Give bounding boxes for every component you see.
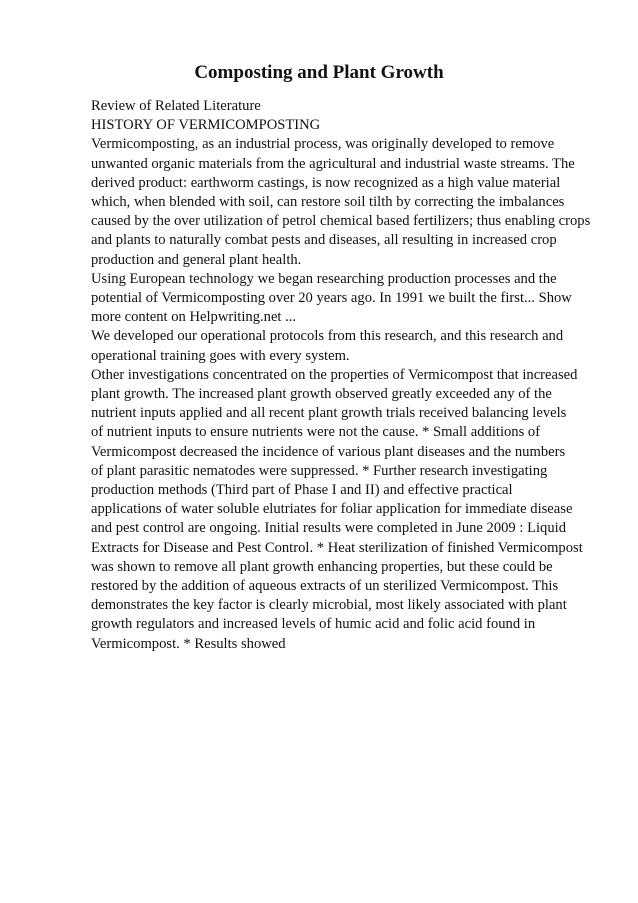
body-line: Vermicompost. * Results showed xyxy=(91,635,286,652)
body-line: which, when blended with soil, can restore soil tilth by correcting the imbalances xyxy=(91,194,565,211)
body-line: We developed our operational protocols from this research, and this research and xyxy=(91,328,564,345)
body-line: nutrient inputs applied and all recent plant growth trials received balancing levels xyxy=(91,405,567,422)
body-line: unwanted organic materials from the agricultural and industrial waste streams. The xyxy=(91,155,575,172)
body-line: of nutrient inputs to ensure nutrients were not the cause. * Small additions of xyxy=(91,424,541,441)
body-line: more content on Helpwriting.net ... xyxy=(91,309,297,326)
body-line: operational training goes with every system. xyxy=(91,347,350,364)
body-line: Vermicomposting, as an industrial process, was originally developed to remove xyxy=(91,136,555,153)
document-title: Composting and Plant Growth xyxy=(194,62,444,83)
body-line: Other investigations concentrated on the properties of Vermicompost that increased xyxy=(91,366,578,383)
body-line: and pest control are ongoing. Initial results were completed in June 2009 : Liquid xyxy=(91,520,566,537)
body-line: Vermicompost decreased the incidence of various plant diseases and the numbers xyxy=(91,443,566,460)
body-line: caused by the over utilization of petrol chemical based fertilizers; thus enabling crops xyxy=(91,213,591,230)
body-line: production methods (Third part of Phase I and II) and effective practical xyxy=(91,482,513,499)
section-heading: HISTORY OF VERMICOMPOSTING xyxy=(91,117,321,134)
body-line: Using European technology we began researching production processes and the xyxy=(91,270,557,287)
body-line: Extracts for Disease and Pest Control. * Heat sterilization of finished Vermicompost xyxy=(91,539,583,556)
body-line: potential of Vermicomposting over 20 years ago. In 1991 we built the first... Show xyxy=(91,290,572,307)
body-line: of plant parasitic nematodes were suppressed. * Further research investigating xyxy=(91,462,548,479)
body-line: production and general plant health. xyxy=(91,251,302,268)
body-line: restored by the addition of aqueous extracts of un sterilized Vermicompost. This xyxy=(91,578,559,595)
body-line: derived product: earthworm castings, is now recognized as a high value material xyxy=(91,174,561,191)
body-line: demonstrates the key factor is clearly microbial, most likely associated with plant xyxy=(91,597,567,614)
body-line: and plants to naturally combat pests and diseases, all resulting in increased crop xyxy=(91,232,557,249)
body-line: applications of water soluble elutriates for foliar application for immediate disease xyxy=(91,501,573,518)
body-line: growth regulators and increased levels of humic acid and folic acid found in xyxy=(91,616,536,633)
body-line: plant growth. The increased plant growth observed greatly exceeded any of the xyxy=(91,386,552,403)
body-line: was shown to remove all plant growth enhancing properties, but these could be xyxy=(91,558,553,575)
document-body xyxy=(91,97,631,654)
section-label: Review of Related Literature xyxy=(91,98,261,114)
